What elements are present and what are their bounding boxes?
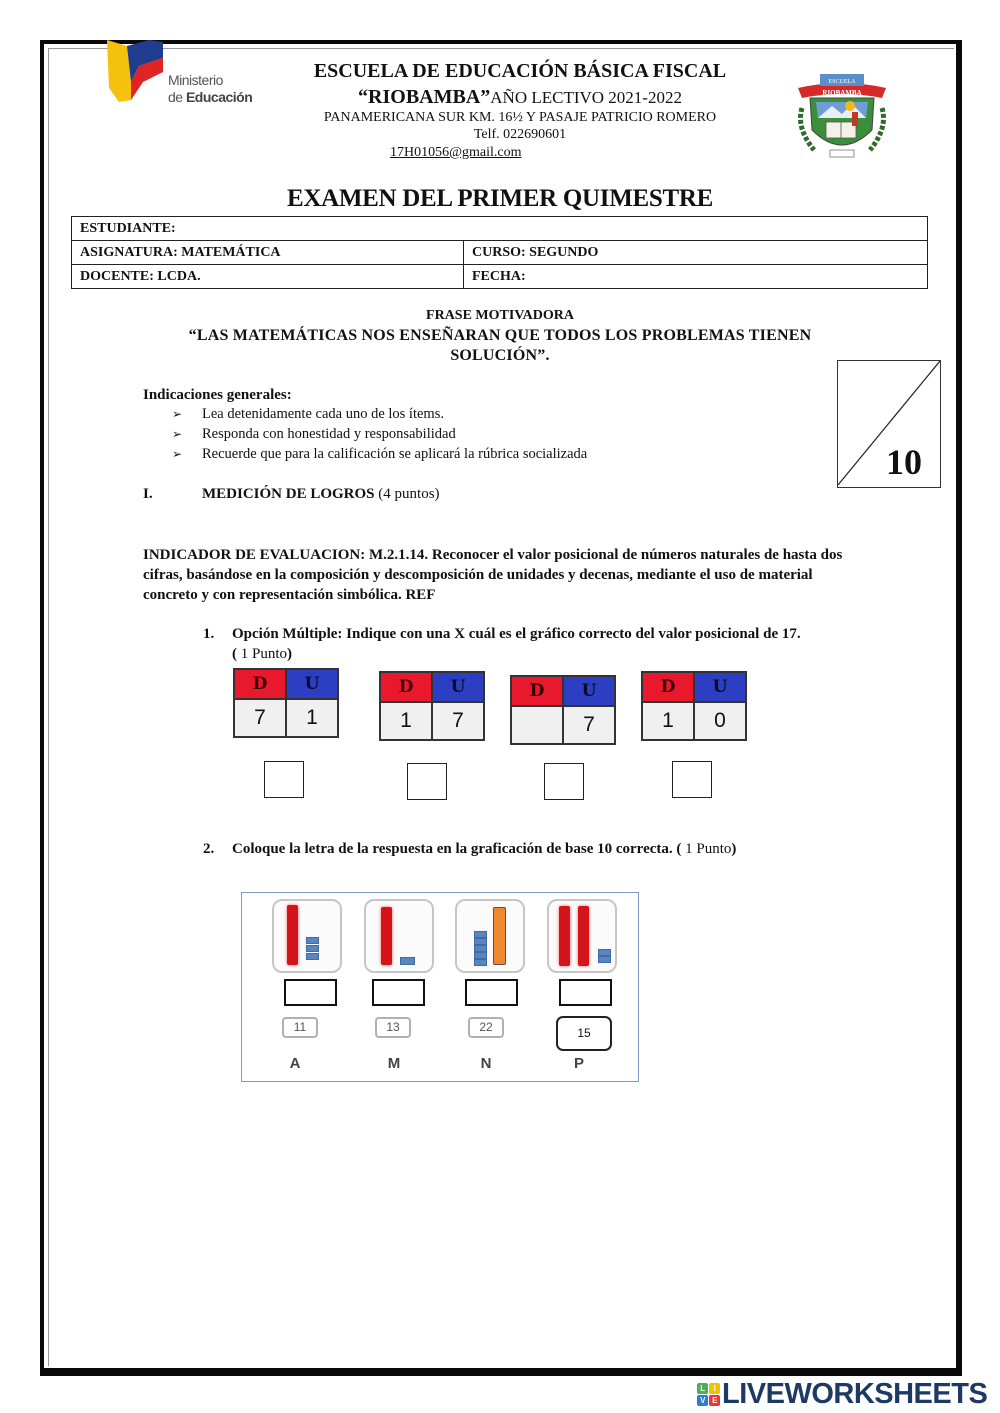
motto-label: FRASE MOTIVADORA [426, 308, 574, 323]
motto-text: “LAS MATEMÁTICAS NOS ENSEÑARAN QUE TODOS LOS PROBLEMAS TIENEN SOLUCIÓN”. [188, 327, 812, 364]
tens-value: 1 [642, 702, 694, 740]
letter-answer-box-2[interactable] [372, 979, 425, 1006]
place-value-option-c [510, 675, 616, 745]
tens-value [511, 706, 563, 744]
score-max: 10 [886, 442, 922, 482]
brand-name: LIVEWORKSHEETS [722, 1378, 988, 1410]
svg-text:RIOBAMBA: RIOBAMBA [822, 89, 862, 97]
units-header: U [694, 672, 746, 702]
option-letter-n: N [480, 1055, 492, 1072]
letter-answer-box-1[interactable] [284, 979, 337, 1006]
logo-letter: L [697, 1383, 708, 1394]
question-prompt: Coloque la letra de la respuesta en la graficación de base 10 correcta. [232, 841, 673, 857]
units-header: U [563, 676, 615, 706]
instruction-item [172, 426, 456, 443]
unit-cube-icon [306, 953, 319, 960]
units-header: U [286, 669, 338, 699]
option-letter-p: P [573, 1055, 584, 1072]
base10-card-p [547, 899, 617, 973]
question-text [232, 624, 802, 664]
student-field[interactable]: ESTUDIANTE: [72, 217, 928, 241]
answer-checkbox-d[interactable] [672, 761, 712, 798]
unit-cube-icon [400, 957, 415, 965]
arrow-bullet-icon: ➢ [172, 407, 183, 421]
section-title: MEDICIÓN DE LOGROS [202, 486, 375, 502]
unit-cube-icon [306, 945, 319, 952]
student-info-table [71, 216, 928, 289]
tens-header: D [234, 669, 286, 699]
score-box[interactable] [837, 360, 941, 488]
school-subtitle [250, 86, 790, 109]
number-chip-a: 11 [282, 1017, 318, 1038]
instruction-item [172, 446, 587, 463]
instruction-text: Recuerde que para la calificación se aplicará la rúbrica socializada [202, 446, 588, 462]
course-field: CURSO: SEGUNDO [464, 241, 928, 265]
svg-text:ESCUELA: ESCUELA [828, 79, 856, 85]
teacher-field[interactable]: DOCENTE: LCDA. [72, 265, 464, 289]
units-header: U [432, 672, 484, 702]
number-chip-m: 13 [375, 1017, 411, 1038]
arrow-bullet-icon: ➢ [172, 447, 183, 461]
tens-header: D [642, 672, 694, 702]
letter-answer-box-4[interactable] [559, 979, 612, 1006]
units-value: 7 [432, 702, 484, 740]
school-short-name: “RIOBAMBA” [358, 86, 491, 108]
school-address: PANAMERICANA SUR KM. 16½ Y PASAJE PATRICIO ROMERO [323, 110, 717, 125]
liveworksheets-brand [697, 1378, 987, 1411]
unit-cube-icon [474, 938, 487, 945]
place-value-option-a [233, 668, 339, 738]
letter-answer-box-3[interactable] [465, 979, 518, 1006]
place-value-option-b [379, 671, 485, 741]
instruction-text: Lea detenidamente cada uno de los ítems. [202, 406, 444, 422]
option-letter-a: A [289, 1055, 301, 1072]
ten-rod-icon [381, 907, 392, 965]
number-chip-p: 15 [556, 1016, 612, 1051]
instructions-title: Indicaciones generales: [143, 387, 292, 403]
question-prompt: Opción Múltiple: Indique con una X cuál es el gráfico correcto del valor posicional de 17. [232, 626, 801, 642]
evaluation-indicator: INDICADOR DE EVALUACION: M.2.1.14. Reconocer el valor posicional de números naturales de hasta dos cifras, basándose en la composición y descomposición de unidades y decenas, mediante el uso de material concreto y con representación simbólica. REF [143, 547, 843, 603]
question-points: 1 Punto [685, 841, 732, 857]
unit-cube-icon [474, 945, 487, 952]
school-crest-icon [792, 68, 892, 164]
unit-cube-icon [474, 952, 487, 959]
base10-card-m [364, 899, 434, 973]
instruction-item [172, 406, 444, 423]
school-name: ESCUELA DE EDUCACIÓN BÁSICA FISCAL [313, 60, 727, 82]
base10-card-n [455, 899, 525, 973]
unit-cube-icon [474, 959, 487, 966]
instruction-text: Responda con honestidad y responsabilidad [202, 426, 456, 442]
answer-checkbox-a[interactable] [264, 761, 304, 798]
units-value: 7 [563, 706, 615, 744]
subject-field: ASIGNATURA: MATEMÁTICA [72, 241, 464, 265]
question-text [232, 841, 736, 858]
ten-rod-icon [559, 906, 570, 966]
answer-checkbox-c[interactable] [544, 763, 584, 800]
exam-title: EXAMEN DEL PRIMER QUIMESTRE [287, 185, 713, 212]
logo-letter: V [697, 1395, 708, 1406]
answer-checkbox-b[interactable] [407, 763, 447, 800]
number-chip-n: 22 [468, 1017, 504, 1038]
tens-header: D [380, 672, 432, 702]
school-email-link[interactable]: 17H01056@gmail.com [390, 145, 522, 160]
units-value: 1 [286, 699, 338, 737]
question-points: 1 Punto [240, 646, 288, 662]
tens-value: 1 [380, 702, 432, 740]
question-2 [203, 841, 737, 858]
unit-cube-icon [306, 937, 319, 944]
school-year: AÑO LECTIVO 2021-2022 [490, 88, 682, 107]
section-number: I. [143, 486, 153, 502]
unit-cube-icon [598, 949, 611, 956]
unit-cube-icon [598, 956, 611, 963]
arrow-bullet-icon: ➢ [172, 427, 183, 441]
tens-header: D [511, 676, 563, 706]
tens-value: 7 [234, 699, 286, 737]
units-value: 0 [694, 702, 746, 740]
points-paren-open: ( [232, 646, 237, 662]
logo-letter: E [709, 1395, 720, 1406]
base10-card-a [272, 899, 342, 973]
ministry-logo-icon [105, 38, 165, 104]
unit-cube-icon [474, 931, 487, 938]
points-paren-close: ) [731, 841, 737, 857]
ten-rod-icon [578, 906, 589, 966]
option-letter-m: M [387, 1055, 401, 1072]
question-number: 2. [203, 841, 215, 857]
ministry-name [168, 72, 252, 106]
ministry-line2-bold: Educación [185, 89, 253, 105]
section-points: (4 puntos) [378, 486, 440, 502]
question-number: 1. [203, 626, 215, 642]
place-value-option-d [641, 671, 747, 741]
ten-rod-icon [287, 905, 298, 965]
school-phone: Telf. 022690601 [473, 127, 567, 142]
logo-letter: I [709, 1383, 720, 1394]
ten-rod-orange-icon [493, 907, 506, 965]
ministry-line1: Ministerio [168, 72, 223, 88]
points-paren-close: ) [287, 646, 293, 662]
liveworksheets-logo-icon [697, 1383, 720, 1406]
date-field[interactable]: FECHA: [464, 265, 928, 289]
section-heading [143, 486, 440, 503]
points-paren-open: ( [676, 841, 682, 857]
ministry-line2-prefix: de [168, 89, 183, 105]
base10-blocks-panel [241, 892, 639, 1082]
